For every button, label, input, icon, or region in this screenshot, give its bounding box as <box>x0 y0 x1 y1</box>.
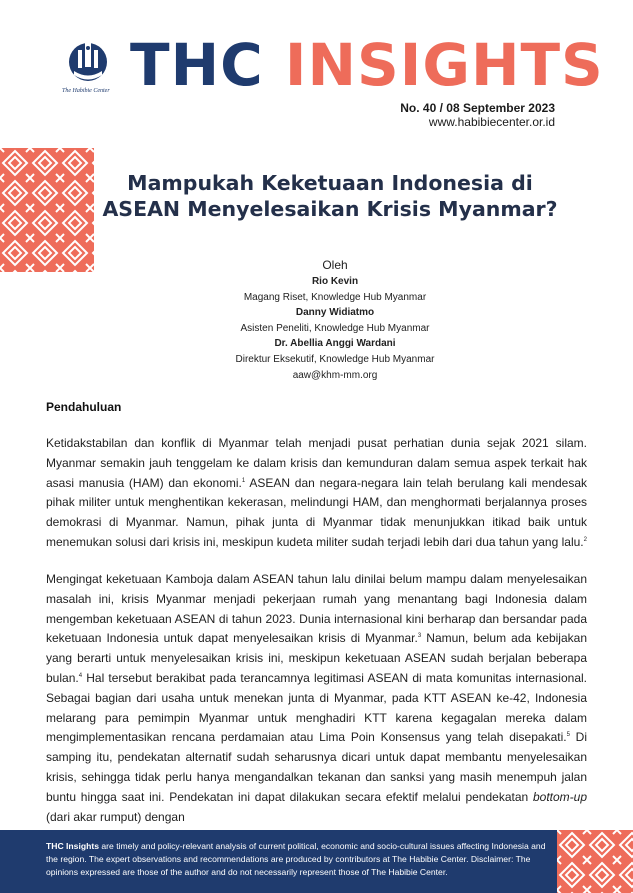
author-block <box>190 256 480 383</box>
footnote-ref[interactable]: 1 <box>241 477 246 484</box>
brand-insights: INSIGHTS <box>284 31 604 99</box>
footer-brand: THC Insights <box>46 841 99 851</box>
author-role: Direktur Eksekutif, Knowledge Hub Myanmar <box>235 353 435 365</box>
by-label: Oleh <box>322 258 348 272</box>
brand-title <box>130 30 604 100</box>
brand-thc: THC <box>130 31 264 99</box>
title-line-2: ASEAN Menyelesaikan Krisis Myanmar? <box>102 197 558 221</box>
decorative-pattern-left <box>0 148 94 272</box>
section-heading: Pendahuluan <box>46 400 122 414</box>
footer-banner <box>0 830 633 893</box>
logo-caption: The Habibie Center <box>62 88 110 94</box>
author-name: Dr. Abellia Anggi Wardani <box>274 338 396 350</box>
decorative-pattern-right <box>557 830 633 893</box>
footnote-ref[interactable]: 4 <box>78 672 83 679</box>
paragraph-2: Mengingat keketuaan Kamboja dalam ASEAN tahun lalu dinilai belum mampu dalam menyelesaikan masalah ini, krisis Myanmar menjadi pekerjaan rumah yang menantang bagi Indonesia dalam mengemban keketuaan ASEAN di tahun 2023. Dunia internasional kini berharap dan bersandar pada keketuaan Indonesia untuk dapat menyelesaikan krisis di Myanmar.$^3$ Namun, belum ada kebijakan yang berarti untuk menyelesaikan krisis ini, meskipun keketuaan ASEAN sudah berjalan beberapa bulan.$^4$ Hal tersebut berakibat pada terancamnya legitimasi ASEAN di mata komunitas internasional. Sebagai bagian dari usaha untuk menekan junta di Myanmar, pada KTT ASEAN ke-42, Indonesia melarang para pemimpin Myanmar untuk menghadiri KTT karena kegagalan mereka dalam mengimplementasikan rencana perdamaian atau Lima Poin Konsensus yang telah disepakati.$^5$ Di samping itu, pendekatan alternatif sudah seharusnya dicari untuk dapat membantu menyelesaikan krisis, sehingga tidak perlu hanya mengandalkan tekanan dan sanksi yang masih menempuh jalan buntu hingga saat ini. Pendekatan ini dapat dilakukan secara efektif melalui pendekatan bottom-up (dari akar rumput) dengan <box>46 572 587 824</box>
author-email[interactable]: aaw@khm-mm.org <box>292 369 378 381</box>
footnote-ref[interactable]: 2 <box>583 536 587 543</box>
emphasis-bottom-up: bottom-up <box>532 789 587 804</box>
footnote-ref[interactable]: 3 <box>417 633 422 640</box>
author-role: Asisten Peneliti, Knowledge Hub Myanmar <box>240 322 430 334</box>
author-role: Magang Riset, Knowledge Hub Myanmar <box>243 291 427 303</box>
website-url: www.habibiecenter.or.id <box>428 115 555 129</box>
footer-disclaimer: THC Insights are timely and policy-relevant analysis of current political, economic and socio-cultural issues affecting Indonesia and the region. The expert observations and recommendations are produced by contributors at The Habibie Center. Disclaimer: The opinions expressed are those of the author and do not necessarily represent those of The Habibie Center. <box>46 841 546 878</box>
author-name: Rio Kevin <box>311 276 359 287</box>
author-name: Danny Widiatmo <box>295 307 375 319</box>
issue-number: No. 40 / 08 September 2023 <box>400 101 555 115</box>
article-title <box>100 170 560 222</box>
paragraph-1: Ketidakstabilan dan konflik di Myanmar telah menjadi pusat perhatian dunia sejak 2021 silam. Myanmar semakin jauh tenggelam ke dalam krisis dan kemunduran dalam semua aspek terkait hak asasi manusia (HAM) dan ekonomi.$^1$ ASEAN dan negara-negara lain telah berulang kali mendesak pihak militer untuk menghentikan kekerasan, melindungi HAM, dan menghormati berjalannya proses demokrasi di Myanmar. Namun, pihak junta di Myanmar tidak menunjukkan itikad baik untuk menemukan solusi dari krisis ini, meskipun kudeta militer sudah terjadi lebih dari dua tahun yang lalu.$^2$ <box>46 436 588 549</box>
footnote-ref[interactable]: 5 <box>566 732 570 739</box>
title-line-1: Mampukah Keketuaan Indonesia di <box>127 171 533 195</box>
